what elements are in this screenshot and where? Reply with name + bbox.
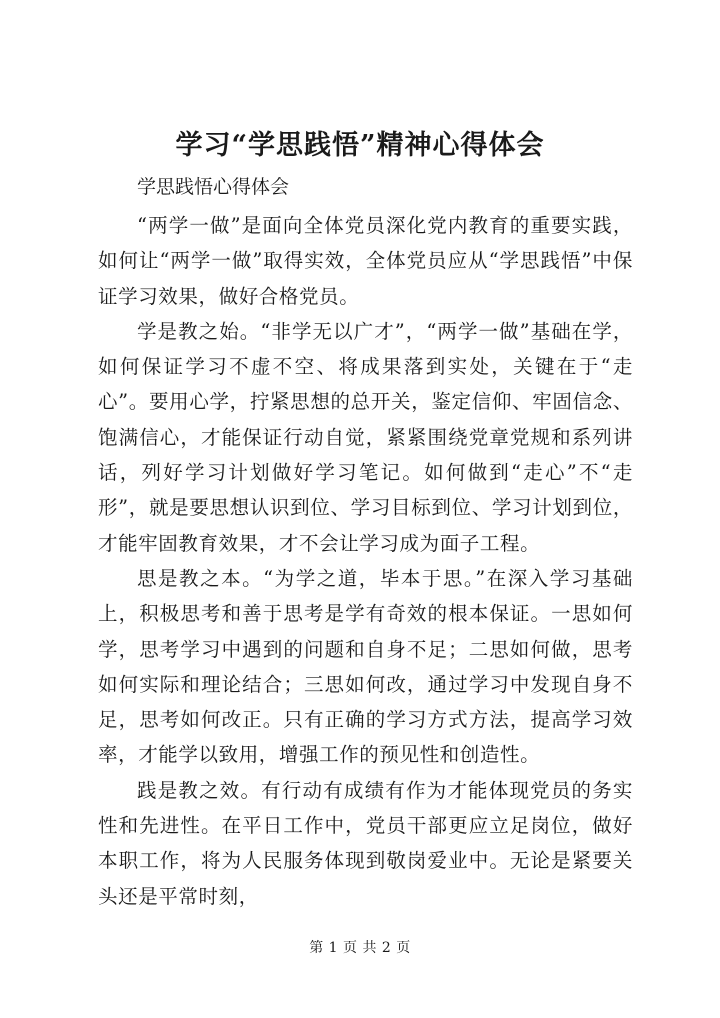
page-footer: 第 1 页 共 2 页 bbox=[309, 940, 411, 956]
page-title: 学习“学思践悟”精神心得体会 bbox=[175, 130, 545, 161]
subtitle: 学思践悟心得体会 bbox=[137, 176, 290, 198]
paragraph-4: 践是教之效。有行动有成绩有作为才能体现党员的务实性和先进性。在平日工作中，党员干部更应立足岗位，做好本职工作，将为人民服务体现到敬岗爱业中。无论是紧要关头还是平常时刻， bbox=[98, 778, 633, 908]
document-body bbox=[98, 208, 633, 914]
paragraph-2: 学是教之始。“非学无以广才”，“两学一做”基础在学，如何保证学习不虚不空、将成果落到实处，关键在于“走心”。要用心学，拧紧思想的总开关，鉴定信仰、牢固信念、饱满信心，才能保证行动自觉，紧紧围绕党章党规和系列讲话，列好学习计划做好学习笔记。如何做到“走心”不“走形”，就是要思想认识到位、学习目标到位、学习计划到位，才能牢固教育效果，才不会让学习成为面子工程。 bbox=[98, 319, 633, 555]
paragraph-3: 思是教之本。“为学之道，毕本于思。”在深入学习基础上，积极思考和善于思考是学有奇效的根本保证。一思如何学，思考学习中遇到的问题和自身不足；二思如何做，思考如何实际和理论结合；三思如何改，通过学习中发现自身不足，思考如何改正。只有正确的学习方式方法，提高学习效率，才能学以致用，增强工作的预见性和创造性。 bbox=[98, 566, 633, 767]
paragraph-1: “两学一做”是面向全体党员深化党内教育的重要实践，如何让“两学一做”取得实效，全体党员应从“学思践悟”中保证学习效果，做好合格党员。 bbox=[98, 214, 633, 308]
